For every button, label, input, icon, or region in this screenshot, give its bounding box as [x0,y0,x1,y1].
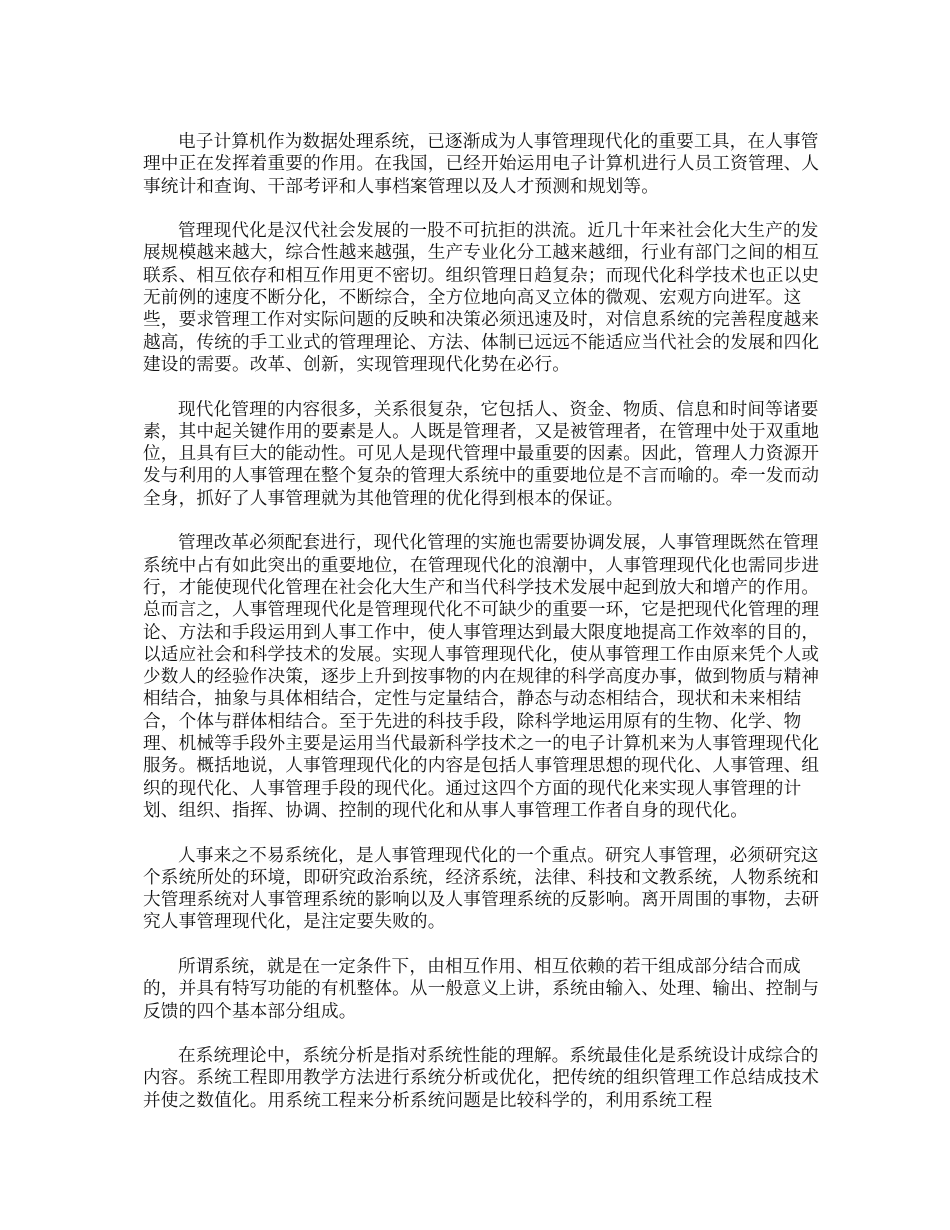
paragraph-1: 电子计算机作为数据处理系统，已逐渐成为人事管理现代化的重要工具，在人事管理中正在发挥着重要的作用。在我国，已经开始运用电子计算机进行人员工资管理、人事统计和查询、干部考评和人事档案管理以及人才预测和规划等。 [143,132,820,197]
paragraph-6: 所谓系统，就是在一定条件下，由相互作用、相互依赖的若干组成部分结合而成的，并具有特写功能的有机整体。从一般意义上讲，系统由输入、处理、输出、控制与反馈的四个基本部分组成。 [143,956,820,1022]
paragraph-7: 在系统理论中，系统分析是指对系统性能的理解。系统最佳化是系统设计成综合的内容。系统工程即用教学方法进行系统分析或优化，把传统的组织管理工作总结成技术并使之数值化。用系统工程来分析系统问题是比较科学的，利用系统工程 [143,1046,820,1111]
paragraph-4: 管理改革必须配套进行，现代化管理的实施也需要协调发展，人事管理既然在管理系统中占有如此突出的重要地位，在管理现代化的浪潮中，人事管理现代化也需同步进行，才能使现代化管理在社会化大生产和当代科学技术发展中起到放大和增产的作用。总而言之，人事管理现代化是管理现代化不可缺少的重要一环，它是把现代化管理的理论、方法和手段运用到人事工作中，使人事管理达到最大限度地提高工作效率的目的，以适应社会和科学技术的发展。实现人事管理现代化，使从事管理工作由原来凭个人或少数人的经验作决策，逐步上升到按事物的内在规律的科学高度办事，做到物质与精神相结合，抽象与具体相结合，定性与定量结合，静态与动态相结合，现状和未来相结合，个体与群体相结合。至于先进的科技手段，除科学地运用原有的生物、化学、物理、机械等手段外主要是运用当代最新科学技术之一的电子计算机来为人事管理现代化服务。概括地说，人事管理现代化的内容是包括人事管理思想的现代化、人事管理、组织的现代化、人事管理手段的现代化。通过这四个方面的现代化来实现人事管理的计划、组织、指挥、协调、控制的现代化和从事人事管理工作者自身的现代化。 [143,533,820,821]
paragraph-2: 管理现代化是汉代社会发展的一股不可抗拒的洪流。近几十年来社会化大生产的发展规模越来越大，综合性越来越强，生产专业化分工越来越细，行业有部门之间的相互联系、相互依存和相互作用更不密切。组织管理日趋复杂；而现代化科学技术也正以史无前例的速度不断分化，不断综合，全方位地向高叉立体的微观、宏观方向进军。这些，要求管理工作对实际问题的反映和决策必须迅速及时，对信息系统的完善程度越来越高，传统的手工业式的管理理论、方法、体制已远远不能适应当代社会的发展和四化建设的需要。改革、创新，实现管理现代化势在必行。 [143,221,820,375]
paragraph-5: 人事来之不易系统化，是人事管理现代化的一个重点。研究人事管理，必须研究这个系统所处的环境，即研究政治系统，经济系统，法律、科技和文教系统，人物系统和大管理系统对人事管理系统的影响以及人事管理系统的反影响。离开周围的事物，去研究人事管理现代化，是注定要失败的。 [143,845,820,933]
paragraph-3: 现代化管理的内容很多，关系很复杂，它包括人、资金、物质、信息和时间等诸要素，其中起关键作用的要素是人。人既是管理者，又是被管理者，在管理中处于双重地位，且具有巨大的能动性。可见人是现代管理中最重要的因素。因此，管理人力资源开发与利用的人事管理在整个复杂的管理大系统中的重要地位是不言而喻的。牵一发而动全身，抓好了人事管理就为其他管理的优化得到根本的保证。 [143,399,820,509]
document-body [143,131,823,1134]
